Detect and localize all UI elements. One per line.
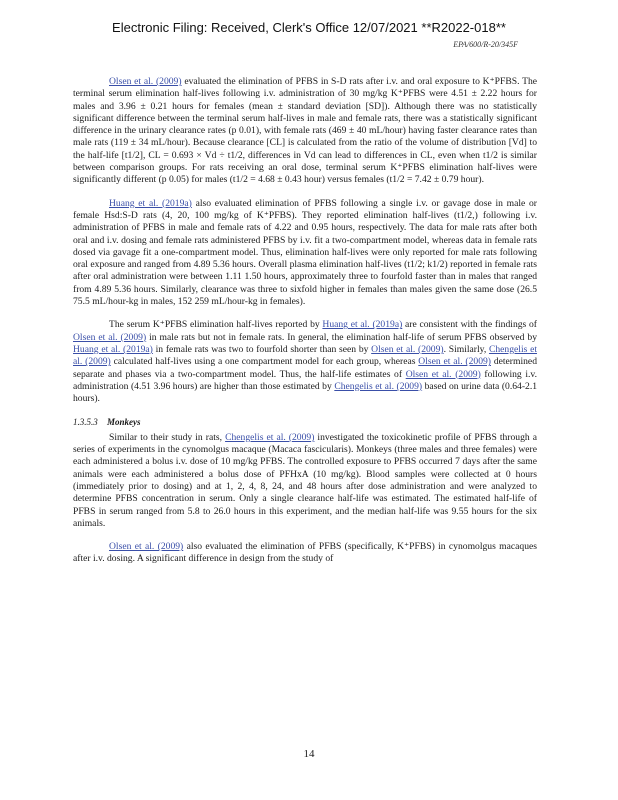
paragraph-text: evaluated the elimination of PFBS in S-D rats after i.v. and oral exposure to K⁺PFBS. The terminal serum elimination half-lives following i.v. administration of 30 mg/kg K⁺PFBS were 4.51 ± 2.22 hours for males and 3.96 ± 0.21 hours for females (mean ± standard deviation [SD]). Although there was no statistically significant difference between the terminal serum half-lives in male and female rats, there was a statistically significant difference in the urinary clearance rates (p 0.01), with female rats (469 ± 40 mL/hour) having faster clearance rates than male rats (119 ± 34 mL/hour). Because clearance [CL] is calculated from the ratio of the volume of distribution [Vd] to the half-life [t1/2], CL = 0.693 × Vd ÷ t1/2, differences in Vd can lead to differences in CL, even when t1/2 is similar between comparison groups. For rats receiving an oral dose, terminal serum K⁺PFBS elimination half-lives were significantly different (p 0.05) for males (t1/2 = 4.68 ± 0.43 hour) versus females (t1/2 = 7.42 ± 0.79 hour). xyxy=(73,76,538,186)
paragraph-text: also evaluated elimination of PFBS following a single i.v. or gavage dose in male or female Hsd:S-D rats (4, 20, 100 mg/kg of K⁺PFBS). They reported elimination half-lives (t1/2,) following i.v. administration of PFBS in male and female rats of 4.22 and 0.95 hours, respectively. The data for male rats after both oral and i.v. dosing and female rats administered PFBS by i.v. fit a two-compartment model, whereas data in female rats dosed via gavage fit a one-compartment model. Thus, elimination half-lives were only reported for male rats following oral exposure and ranged from 4.89 5.36 hours. Overall plasma elimination half-lives (t1/2; k1/2) reported in female rats after oral administration were between 1.11 1.50 hours, approximately three to fourfold faster than in males that ranged from 4.89 5.36 hours. Similarly, clearance was three to sixfold higher in females than males given the same dose (26.5 75.5 mL/hour-kg in males, 152 259 mL/hour-kg in females). xyxy=(73,197,537,308)
body-paragraph xyxy=(73,319,537,405)
document-body xyxy=(73,76,537,577)
citation-link[interactable]: Huang et al. (2019a) xyxy=(322,319,403,331)
paragraphs-group xyxy=(73,432,537,566)
document-id: EPA/600/R-20/345F xyxy=(453,40,518,49)
filing-header: Electronic Filing: Received, Clerk's Office 12/07/2021 **R2022-018** xyxy=(112,20,506,35)
citation-link[interactable]: Olsen et al. (2009) xyxy=(109,541,184,553)
paragraph-text: investigated the toxicokinetic profile of PFBS through a series of experiments in the cynomolgus macaque (Macaca fascicularis). Monkeys (three males and three females) were each administered a bolus i.v. dose of 10 mg/kg PFBS. The controlled exposure to PFBS occurred 7 days after the same animals were each administered a bolus dose of PFHxA (10 mg/kg). Blood samples were collected at 0 hours (immediately prior to dosing) and at 1, 2, 4, 8, 24, and 48 hours after dose administration and were analyzed to determine PFBS concentration in serum. Only a single clearance half-life was estimated. The estimated half-life of PFBS in serum ranged from 5.8 to 26.0 hours in this experiment, and the median half-life was 9.55 hours for the six animals. xyxy=(73,431,537,529)
paragraph-text: The serum K⁺PFBS elimination half-lives reported by xyxy=(109,319,323,331)
citation-link[interactable]: Olsen et al. (2009) xyxy=(109,76,182,87)
body-paragraph xyxy=(73,541,537,566)
section-title: Monkeys xyxy=(107,417,141,428)
paragraph-text: based on urine data (0.64-2.1 hours). xyxy=(73,380,538,405)
section-number: 1.3.5.3 xyxy=(73,417,98,428)
citation-link[interactable]: Olsen et al. (2009) xyxy=(418,356,491,368)
paragraph-text: following i.v. administration (4.51 3.96 hours) are higher than those estimated by xyxy=(73,368,537,392)
citation-link[interactable]: Chengelis et al. (2009) xyxy=(225,431,315,443)
paragraph-text: are consistent with the findings of xyxy=(402,319,538,331)
citation-link[interactable]: Olsen et al. (2009) xyxy=(73,331,147,343)
paragraph-text: in female rats was two to fourfold shorter than seen by xyxy=(152,343,372,355)
paragraph-text: in male rats but not in female rats. In general, the elimination half-life of serum PFBS observed by xyxy=(146,331,537,343)
body-paragraph xyxy=(73,76,537,187)
paragraph-text: . Similarly, xyxy=(443,343,489,355)
citation-link[interactable]: Olsen et al. (2009) xyxy=(371,343,444,355)
citation-link[interactable]: Olsen et al. (2009) xyxy=(405,368,481,380)
citation-link[interactable]: Chengelis et al. (2009) xyxy=(73,343,538,368)
body-paragraph xyxy=(73,198,537,309)
paragraph-text: calculated half-lives using a one compartment model for each group, whereas xyxy=(110,356,419,368)
citation-link[interactable]: Huang et al. (2019a) xyxy=(109,197,192,209)
section-heading xyxy=(73,416,537,428)
page-number: 14 xyxy=(303,748,315,760)
paragraph-text: also evaluated the elimination of PFBS (specifically, K⁺PFBS) in cynomolgus macaques after i.v. dosing. A significant difference in design from the study of xyxy=(73,541,537,565)
citation-link[interactable]: Huang et al. (2019a) xyxy=(73,343,153,355)
paragraphs-group xyxy=(73,76,537,405)
citation-link[interactable]: Chengelis et al. (2009) xyxy=(334,380,423,392)
paragraph-text: Similar to their study in rats, xyxy=(109,431,226,443)
paragraph-text: determined separate and phases via a two-compartment model. Thus, the half-life estimates of xyxy=(73,356,537,380)
body-paragraph xyxy=(73,432,537,530)
